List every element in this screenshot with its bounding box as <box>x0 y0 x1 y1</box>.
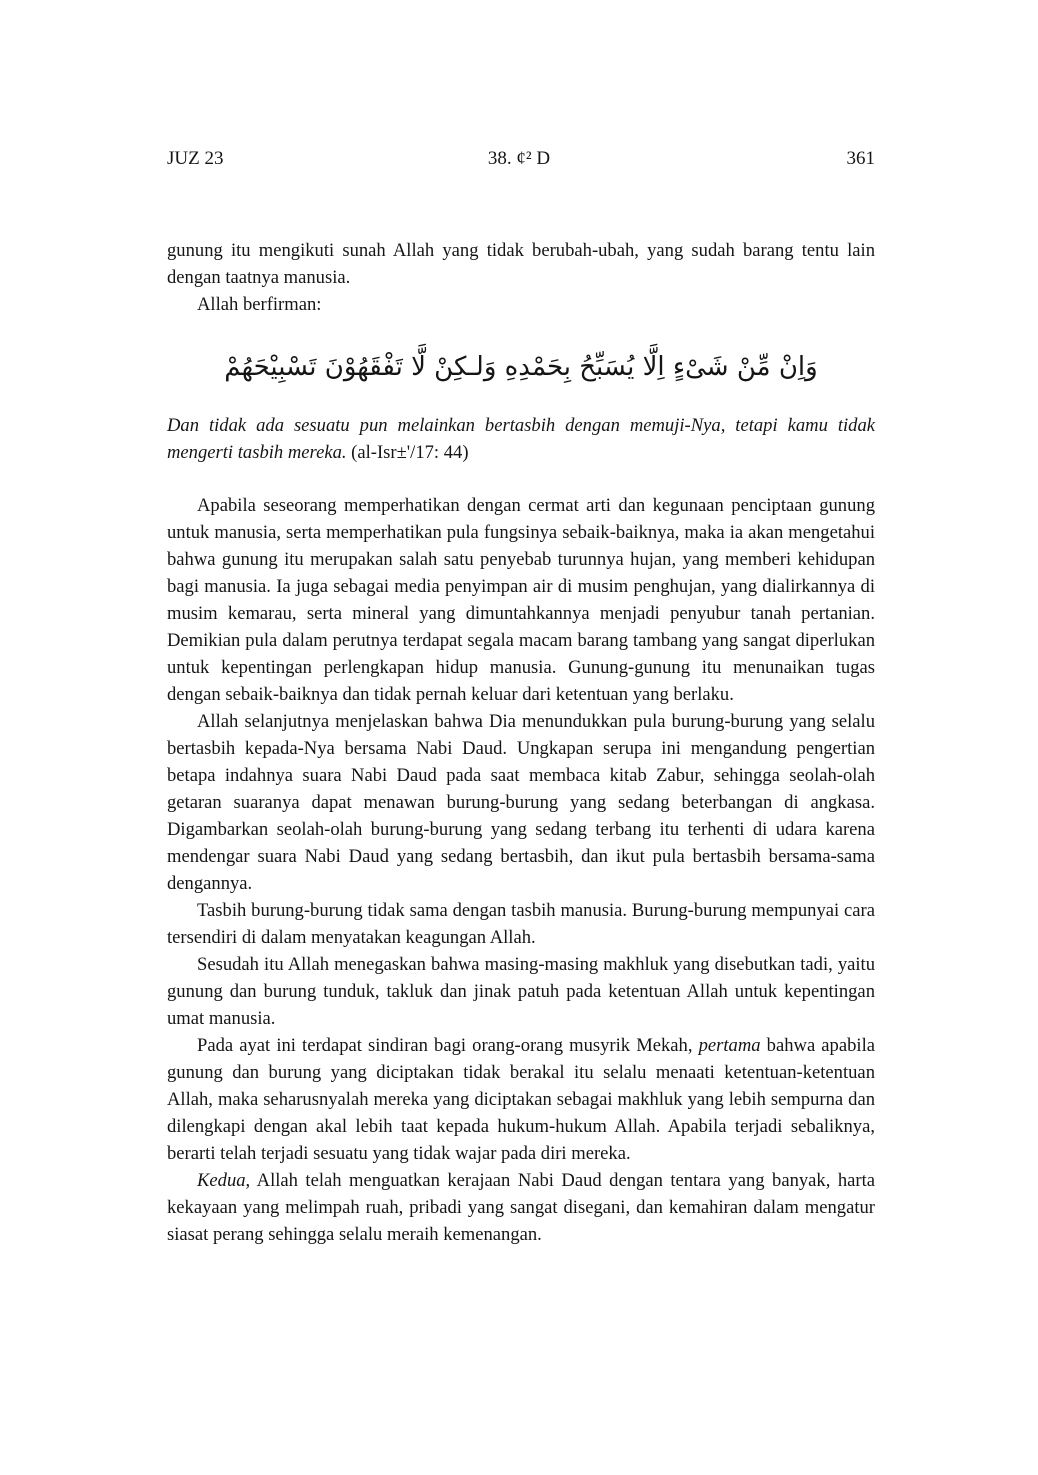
paragraph-body <box>167 492 875 708</box>
running-header <box>167 148 875 170</box>
text-segment: Allah berfirman: <box>197 294 322 315</box>
text-segment: Pada ayat ini terdapat sindiran bagi orang-orang musyrik Mekah, <box>197 1035 699 1056</box>
header-surah-title: 38. ¢² D <box>487 148 551 169</box>
paragraph-continuation <box>167 237 875 291</box>
text-segment: pertama <box>698 1035 761 1056</box>
paragraph-body <box>167 708 875 897</box>
paragraph-body <box>167 951 875 1032</box>
document-body <box>167 237 875 1248</box>
text-segment: (al-Isr±'/17: 44) <box>346 442 469 463</box>
text-segment: gunung itu mengikuti sunah Allah yang tidak berubah-ubah, yang sudah barang tentu lain dengan taatnya manusia. <box>167 240 875 288</box>
text-segment: Kedua <box>197 1170 246 1191</box>
text-segment: Sesudah itu Allah menegaskan bahwa masing-masing makhluk yang disebutkan tadi, yaitu gunung dan burung tunduk, takluk dan jinak patuh pada ketentuan Allah untuk kepentingan umat manusia. <box>167 954 875 1029</box>
text-segment: bahwa apabila gunung dan burung yang diciptakan tidak berakal itu selalu menaati ketentuan-ketentuan Allah, maka seharusnyalah mereka yang diciptakan sebagai makhluk yang lebih sempurna dan dilengkapi dengan akal lebih taat kepada hukum-hukum Allah. Apabila terjadi sebaliknya, berarti telah terjadi sesuatu yang tidak wajar pada diri mereka. <box>167 1035 875 1164</box>
verse-translation <box>167 412 875 466</box>
text-segment: Tasbih burung-burung tidak sama dengan tasbih manusia. Burung-burung mempunyai cara tersendiri di dalam menyatakan keagungan Allah. <box>167 900 875 948</box>
header-page-number: 361 <box>846 148 875 169</box>
paragraph-lead-in <box>167 291 875 318</box>
paragraph-body <box>167 1167 875 1248</box>
text-segment: Allah selanjutnya menjelaskan bahwa Dia menundukkan pula burung-burung yang selalu bertasbih kepada-Nya bersama Nabi Daud. Ungkapan serupa ini mengandung pengertian betapa indahnya suara Nabi Daud pada saat membaca kitab Zabur, sehingga seolah-olah getaran suaranya dapat menawan burung-burung yang sedang beterbangan di angkasa. Digambarkan seolah-olah burung-burung yang sedang terbang itu terhenti di udara karena mendengar suara Nabi Daud yang sedang bertasbih, dan ikut pula bertasbih bersama-sama dengannya. <box>167 711 875 894</box>
paragraph-body <box>167 1032 875 1167</box>
paragraph-body <box>167 897 875 951</box>
text-segment: Apabila seseorang memperhatikan dengan cermat arti dan kegunaan penciptaan gunung untuk manusia, serta memperhatikan pula fungsinya sebaik-baiknya, maka ia akan mengetahui bahwa gunung itu merupakan salah satu penyebab turunnya hujan, yang memberi kehidupan bagi manusia. Ia juga sebagai media penyimpan air di musim penghujan, yang dialirkannya di musim kemarau, serta mineral yang dimuntahkannya menjadi penyubur tanah pertanian. Demikian pula dalam perutnya terdapat segala macam barang tambang yang sangat diperlukan untuk kepentingan perlengkapan hidup manusia. Gunung-gunung itu menunaikan tugas dengan sebaik-baiknya dan tidak pernah keluar dari ketentuan yang berlaku. <box>167 495 875 705</box>
arabic-verse: وَاِنْ مِّنْ شَىْءٍ اِلَّا يُسَبِّحُ بِحَمْدِهِ وَلـكِنْ لَّا تَفْقَهُوْنَ تَسْبِيْحَهُمْ <box>224 352 818 382</box>
text-segment: Dan tidak ada sesuatu pun melainkan bertasbih dengan memuji-Nya, tetapi kamu tidak mengerti tasbih mereka. <box>167 415 875 463</box>
header-juz-label: JUZ 23 <box>167 148 224 169</box>
text-segment: , Allah telah menguatkan kerajaan Nabi Daud dengan tentara yang banyak, harta kekayaan yang melimpah ruah, pribadi yang sangat disegani, dan kemahiran dalam mengatur siasat perang sehingga selalu meraih kemenangan. <box>167 1170 875 1245</box>
